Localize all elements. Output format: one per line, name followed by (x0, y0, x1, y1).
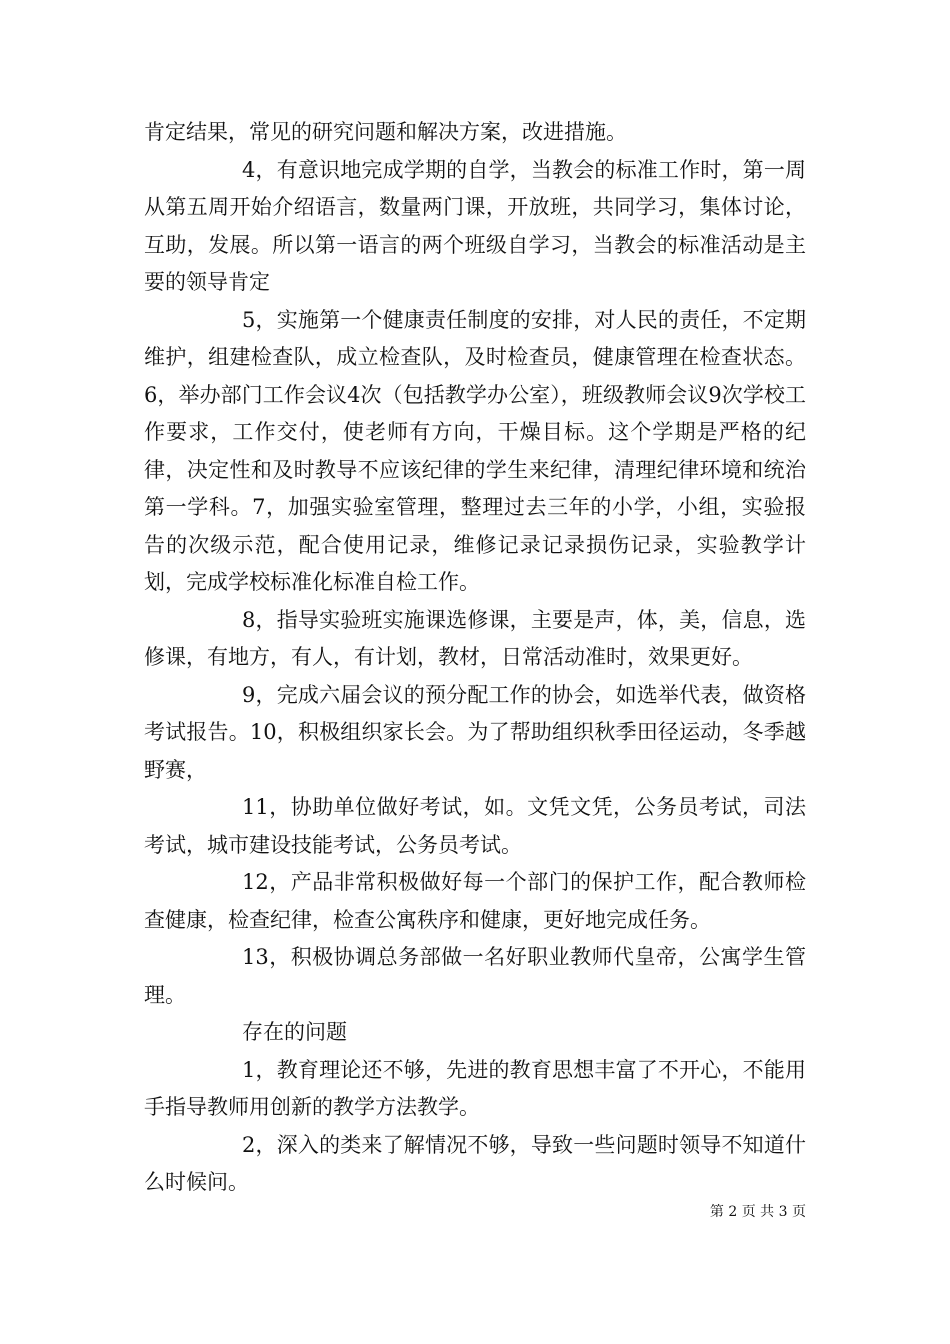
section-heading-problems: 存在的问题 (242, 1020, 347, 1044)
document-body (144, 114, 806, 1202)
paragraph-9: 1，教育理论还不够，先进的教育思想丰富了不开心，不能用手指导教师用创新的教学方法教学。 (144, 1057, 806, 1119)
paragraph-10: 2，深入的类来了解情况不够，导致一些问题时领导不知道什么时候问。 (144, 1132, 806, 1194)
paragraph-2: 4，有意识地完成学期的自学，当教会的标准工作时，第一周从第五周开始介绍语言，数量两门课，开放班，共同学习，集体讨论，互助，发展。所以第一语言的两个班级自学习，当教会的标准活动是主要的领导肯定 (144, 157, 806, 294)
paragraph-6: 11，协助单位做好考试，如。文凭文凭，公务员考试，司法考试，城市建设技能考试，公务员考试。 (144, 795, 806, 857)
paragraph-8: 13，积极协调总务部做一名好职业教师代皇帝，公寓学生管理。 (144, 945, 806, 1007)
paragraph-5: 9，完成六届会议的预分配工作的协会，如选举代表，做资格考试报告。10，积极组织家长会。为了帮助组织秋季田径运动，冬季越野赛， (144, 682, 806, 782)
paragraph-1: 肯定结果，常见的研究问题和解决方案，改进措施。 (144, 120, 627, 144)
paragraph-4: 8，指导实验班实施课选修课，主要是声，体，美，信息，选修课，有地方，有人，有计划，教材，日常活动准时，效果更好。 (144, 607, 806, 669)
paragraph-3: 5，实施第一个健康责任制度的安排，对人民的责任，不定期维护，组建检查队，成立检查队，及时检查员，健康管理在检查状态。6，举办部门工作会议4次（包括教学办公室），班级教师会议9次学校工作要求，工作交付，使老师有方向，干燥目标。这个学期是严格的纪律，决定性和及时教导不应该纪律的学生来纪律，清理纪律环境和统治第一学科。7，加强实验室管理，整理过去三年的小学，小组，实验报告的次级示范，配合使用记录，维修记录记录损伤记录，实验教学计划，完成学校标准化标准自检工作。 (144, 307, 806, 594)
page-number-footer: 第 2 页 共 3 页 (709, 1204, 806, 1220)
paragraph-7: 12，产品非常积极做好每一个部门的保护工作，配合教师检查健康，检查纪律，检查公寓秩序和健康，更好地完成任务。 (144, 870, 806, 932)
